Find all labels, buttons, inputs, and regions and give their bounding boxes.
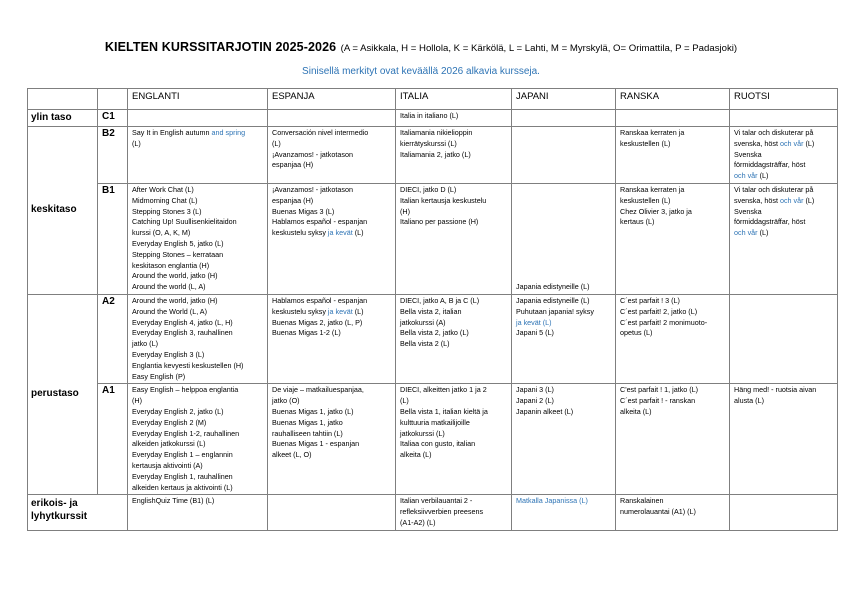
row-erikois — [28, 495, 838, 531]
cell-b1-japani — [512, 183, 616, 294]
course-entry: Japanin alkeet (L) — [516, 406, 574, 416]
course-entry: keskustellen (L) — [620, 195, 671, 205]
col-japani: JAPANI — [512, 89, 616, 110]
cell-c1-englanti — [128, 110, 268, 127]
col-englanti: ENGLANTI — [128, 89, 268, 110]
cell-erikois-japani — [512, 495, 616, 531]
course-entry: Buenas Migas 1-2 (L) — [272, 328, 341, 338]
course-entry: Say It in English autumn and spring — [132, 128, 246, 137]
course-entry: alkeiden jatkokurssi (L) — [132, 439, 206, 449]
course-entry: Buenas Migas 1, jatko (L) — [272, 406, 354, 416]
course-entry: Japani 5 (L) — [516, 328, 554, 338]
course-entry: Italiamania nikielioppin — [400, 128, 473, 137]
course-entry: espanjaa (H) — [272, 195, 314, 205]
course-entry: (H) — [400, 206, 410, 216]
course-entry: ¡Avanzamos! - jatkotason — [272, 184, 353, 194]
col-ranska: RANSKA — [616, 89, 730, 110]
course-entry: Everyday English 1-2, rauhallinen — [132, 428, 240, 438]
course-entry: jatkokurssi (L) — [400, 428, 445, 438]
course-entry: alkeita (L) — [620, 406, 652, 416]
course-entry: Italiano per passione (H) — [400, 217, 479, 227]
title-main: KIELTEN KURSSITARJOTIN 2025-2026 — [104, 40, 337, 54]
cell-erikois-espanja — [268, 495, 396, 531]
course-entry: och vår (L) — [734, 228, 769, 238]
cell-b1-englanti — [128, 183, 268, 294]
row-a1 — [28, 384, 838, 495]
cell-a2-japani — [512, 294, 616, 383]
course-entry: alkeita (L) — [400, 450, 432, 460]
course-entry: (H) — [132, 396, 142, 406]
empty-header — [98, 89, 128, 110]
course-entry: EnglishQuiz Time (B1) (L) — [132, 496, 215, 506]
cell-a2-italia — [396, 294, 512, 383]
course-entry: Everyday English 3 (L) — [132, 349, 205, 359]
course-entry: Italiamania 2, jatko (L) — [400, 149, 471, 159]
course-entry: Around the World (L, A) — [132, 306, 207, 316]
course-entry: keskustelu syksy ja kevät (L) — [272, 306, 364, 316]
code-a1: A1 — [98, 384, 128, 495]
code-a2: A2 — [98, 294, 128, 383]
course-entry: C´est parfait ! - ranskan — [620, 396, 696, 406]
course-entry: (L) — [400, 396, 409, 406]
course-entry: Hablamos español - espanjan — [272, 295, 368, 305]
cell-c1-ranska — [616, 110, 730, 127]
course-entry: Japania edistyneille (L) — [516, 282, 590, 292]
cell-a2-englanti — [128, 294, 268, 383]
cell-a2-ranska — [616, 294, 730, 383]
course-entry: Japani 3 (L) — [516, 385, 554, 395]
course-entry: Ranskaa kerraten ja — [620, 128, 685, 137]
course-entry: Around the world (L, A) — [132, 282, 206, 292]
course-entry: espanjaa (H) — [272, 160, 314, 170]
cell-a2-espanja — [268, 294, 396, 383]
cell-b2-espanja — [268, 127, 396, 184]
col-italia: ITALIA — [396, 89, 512, 110]
cell-a1-englanti — [128, 384, 268, 495]
course-entry: Japani 2 (L) — [516, 396, 554, 406]
cell-erikois-ranska — [616, 495, 730, 531]
course-entry: C'est parfait ! 1, jatko (L) — [620, 385, 699, 395]
course-entry: DIECI, jatko A, B ja C (L) — [400, 295, 480, 305]
code-c1: C1 — [98, 110, 128, 127]
course-entry: kurssi (O, A, K, M) — [132, 228, 191, 238]
course-entry: opetus (L) — [620, 328, 653, 338]
course-entry: Italia in italiano (L) — [400, 111, 459, 120]
course-entry: Catching Up! Suullisenkielitaidon — [132, 217, 237, 227]
cell-a1-ranska — [616, 384, 730, 495]
course-entry: Bella vista 1, italian kieltä ja — [400, 406, 488, 416]
course-entry: jatkokurssi (A) — [400, 317, 446, 327]
course-entry: Everyday English 4, jatko (L, H) — [132, 317, 233, 327]
course-entry: Stepping Stones 3 (L) — [132, 206, 202, 216]
course-entry: Buenas Migas 1 - espanjan — [272, 439, 360, 449]
course-entry: kertausja aktivointi (A) — [132, 460, 203, 470]
course-entry: (L) — [132, 138, 141, 148]
cell-c1-japani — [512, 110, 616, 127]
course-entry: Svenska — [734, 149, 762, 159]
cell-b2-japani — [512, 127, 616, 184]
title-legend: (A = Asikkala, H = Hollola, K = Kärkölä, L = Lahti, M = Myrskylä, O= Orimattila, P = Padasjoki) — [340, 43, 738, 54]
course-entry: jatko (L) — [132, 339, 158, 349]
course-entry: alusta (L) — [734, 396, 764, 406]
course-entry: och vår (L) — [734, 171, 769, 181]
course-entry: Midmorning Chat (L) — [132, 195, 198, 205]
document-title — [0, 38, 842, 56]
course-entry: Everyday English 3, rauhallinen — [132, 328, 233, 338]
row-c1 — [28, 110, 838, 127]
cell-a1-espanja — [268, 384, 396, 495]
course-entry: Everyday English 2, jatko (L) — [132, 406, 224, 416]
course-entry: Buenas Migas 1, jatko — [272, 417, 343, 427]
course-entry: Italiaa con gusto, italian — [400, 439, 476, 449]
course-entry: Conversación nivel intermedio — [272, 128, 369, 137]
course-entry: Häng med! - ruotsia aivan — [734, 385, 817, 395]
course-entry: Everyday English 1, rauhallinen — [132, 471, 233, 481]
course-entry: After Work Chat (L) — [132, 184, 194, 194]
spring-note: Sinisellä merkityt ovat keväällä 2026 alkavia kursseja. — [302, 66, 540, 77]
course-entry: Ranskalainen — [620, 496, 664, 506]
level-erikois-line2: lyhytkurssit — [31, 511, 88, 523]
course-entry: De viaje – matkailuespanjaa, — [272, 385, 364, 395]
cell-erikois-ruotsi — [730, 495, 838, 531]
course-entry: förmiddagsträffar, höst — [734, 217, 806, 227]
cell-erikois-italia — [396, 495, 512, 531]
cell-b1-italia — [396, 183, 512, 294]
course-entry: kierrätyskurssi (L) — [400, 138, 457, 148]
course-entry: keskustellen (L) — [620, 138, 671, 148]
course-entry: svenska, höst och vår (L) — [734, 138, 815, 148]
cell-b2-ruotsi — [730, 127, 838, 184]
cell-a1-italia — [396, 384, 512, 495]
course-entry: Ranskaa kerraten ja — [620, 184, 685, 194]
code-b1: B1 — [98, 183, 128, 294]
course-entry: Hablamos español - espanjan — [272, 217, 368, 227]
course-entry: Matkalla Japanissa (L) — [516, 496, 588, 506]
cell-a1-japani — [512, 384, 616, 495]
cell-b2-italia — [396, 127, 512, 184]
course-entry: Easy English – helppoa englantia — [132, 385, 239, 395]
course-entry: Everyday English 1 – englannin — [132, 450, 233, 460]
course-entry: keskustelu syksy ja kevät (L) — [272, 228, 364, 238]
course-entry: Buenas Migas 3 (L) — [272, 206, 335, 216]
course-entry: jatko (O) — [272, 396, 300, 406]
course-entry: (L) — [272, 138, 281, 148]
course-entry: kertaus (L) — [620, 217, 655, 227]
course-entry: Bella vista 2, italian — [400, 306, 462, 316]
course-table — [27, 88, 838, 531]
course-entry: DIECI, alkeitten jatko 1 ja 2 — [400, 385, 487, 395]
cell-c1-italia — [396, 110, 512, 127]
row-b1 — [28, 183, 838, 294]
col-espanja: ESPANJA — [268, 89, 396, 110]
level-ylin: ylin taso — [28, 110, 98, 127]
course-entry: förmiddagsträffar, höst — [734, 160, 806, 170]
course-entry: Japania edistyneille (L) — [516, 295, 590, 305]
course-entry: C´est parfait! 2 monimuoto- — [620, 317, 708, 327]
course-entry: Everyday English 5, jatko (L) — [132, 238, 224, 248]
course-entry: Italian kertausja keskustelu — [400, 195, 487, 205]
course-entry: DIECI, jatko D (L) — [400, 184, 457, 194]
col-ruotsi: RUOTSI — [730, 89, 838, 110]
course-entry: Around the world, jatko (H) — [132, 271, 218, 281]
course-entry: Bella vista 2 (L) — [400, 339, 450, 349]
course-entry: Around the world, jatko (H) — [132, 295, 218, 305]
cell-c1-espanja — [268, 110, 396, 127]
course-entry: (A1-A2) (L) — [400, 517, 436, 527]
empty-header — [28, 89, 98, 110]
level-erikois-line1: erikois- ja — [31, 498, 78, 510]
course-entry: svenska, höst och vår (L) — [734, 195, 815, 205]
course-entry: Buenas Migas 2, jatko (L, P) — [272, 317, 363, 327]
cell-b2-englanti — [128, 127, 268, 184]
course-entry: alkeet (L, O) — [272, 450, 312, 460]
level-keski: keskitaso — [28, 127, 98, 295]
course-entry: alkeiden kertaus ja aktivointi (L) — [132, 482, 233, 492]
course-entry: Chez Olivier 3, jatko ja — [620, 206, 692, 216]
level-perus: perustaso — [28, 294, 98, 494]
row-a2 — [28, 294, 838, 383]
cell-b1-espanja — [268, 183, 396, 294]
cell-a1-ruotsi — [730, 384, 838, 495]
cell-a2-ruotsi — [730, 294, 838, 383]
cell-b1-ranska — [616, 183, 730, 294]
course-entry: rauhalliseen tahtiin (L) — [272, 428, 343, 438]
course-entry: ¡Avanzamos! - jatkotason — [272, 149, 353, 159]
course-entry: kulttuuria matkailijoille — [400, 417, 470, 427]
cell-erikois-englanti — [128, 495, 268, 531]
course-entry: Italian verbilauantai 2 - — [400, 496, 473, 506]
course-entry: Easy English (P) — [132, 371, 186, 381]
course-entry: Puhutaan japania! syksy — [516, 306, 594, 316]
course-entry: Vi talar och diskuterar på — [734, 128, 814, 137]
course-entry: Bella vista 2, jatko (L) — [400, 328, 469, 338]
course-entry: Vi talar och diskuterar på — [734, 184, 814, 194]
course-entry: C´est parfait! 2, jatko (L) — [620, 306, 698, 316]
cell-b2-ranska — [616, 127, 730, 184]
code-b2: B2 — [98, 127, 128, 184]
course-entry: Svenska — [734, 206, 762, 216]
header-row — [28, 89, 838, 110]
course-entry: Everyday English 2 (M) — [132, 417, 207, 427]
course-entry: C´est parfait ! 3 (L) — [620, 295, 680, 305]
level-erikois — [28, 495, 128, 531]
row-b2 — [28, 127, 838, 184]
course-entry: Englantia kevyesti keskustellen (H) — [132, 360, 244, 370]
cell-c1-ruotsi — [730, 110, 838, 127]
course-entry: numerolauantai (A1) (L) — [620, 507, 696, 517]
course-entry: keskitason englantia (H) — [132, 260, 210, 270]
course-entry: ja kevät (L) — [516, 317, 552, 327]
course-entry: refleksiivverbien preesens — [400, 507, 484, 517]
course-entry: Stepping Stones – kerrataan — [132, 249, 224, 259]
cell-b1-ruotsi — [730, 183, 838, 294]
